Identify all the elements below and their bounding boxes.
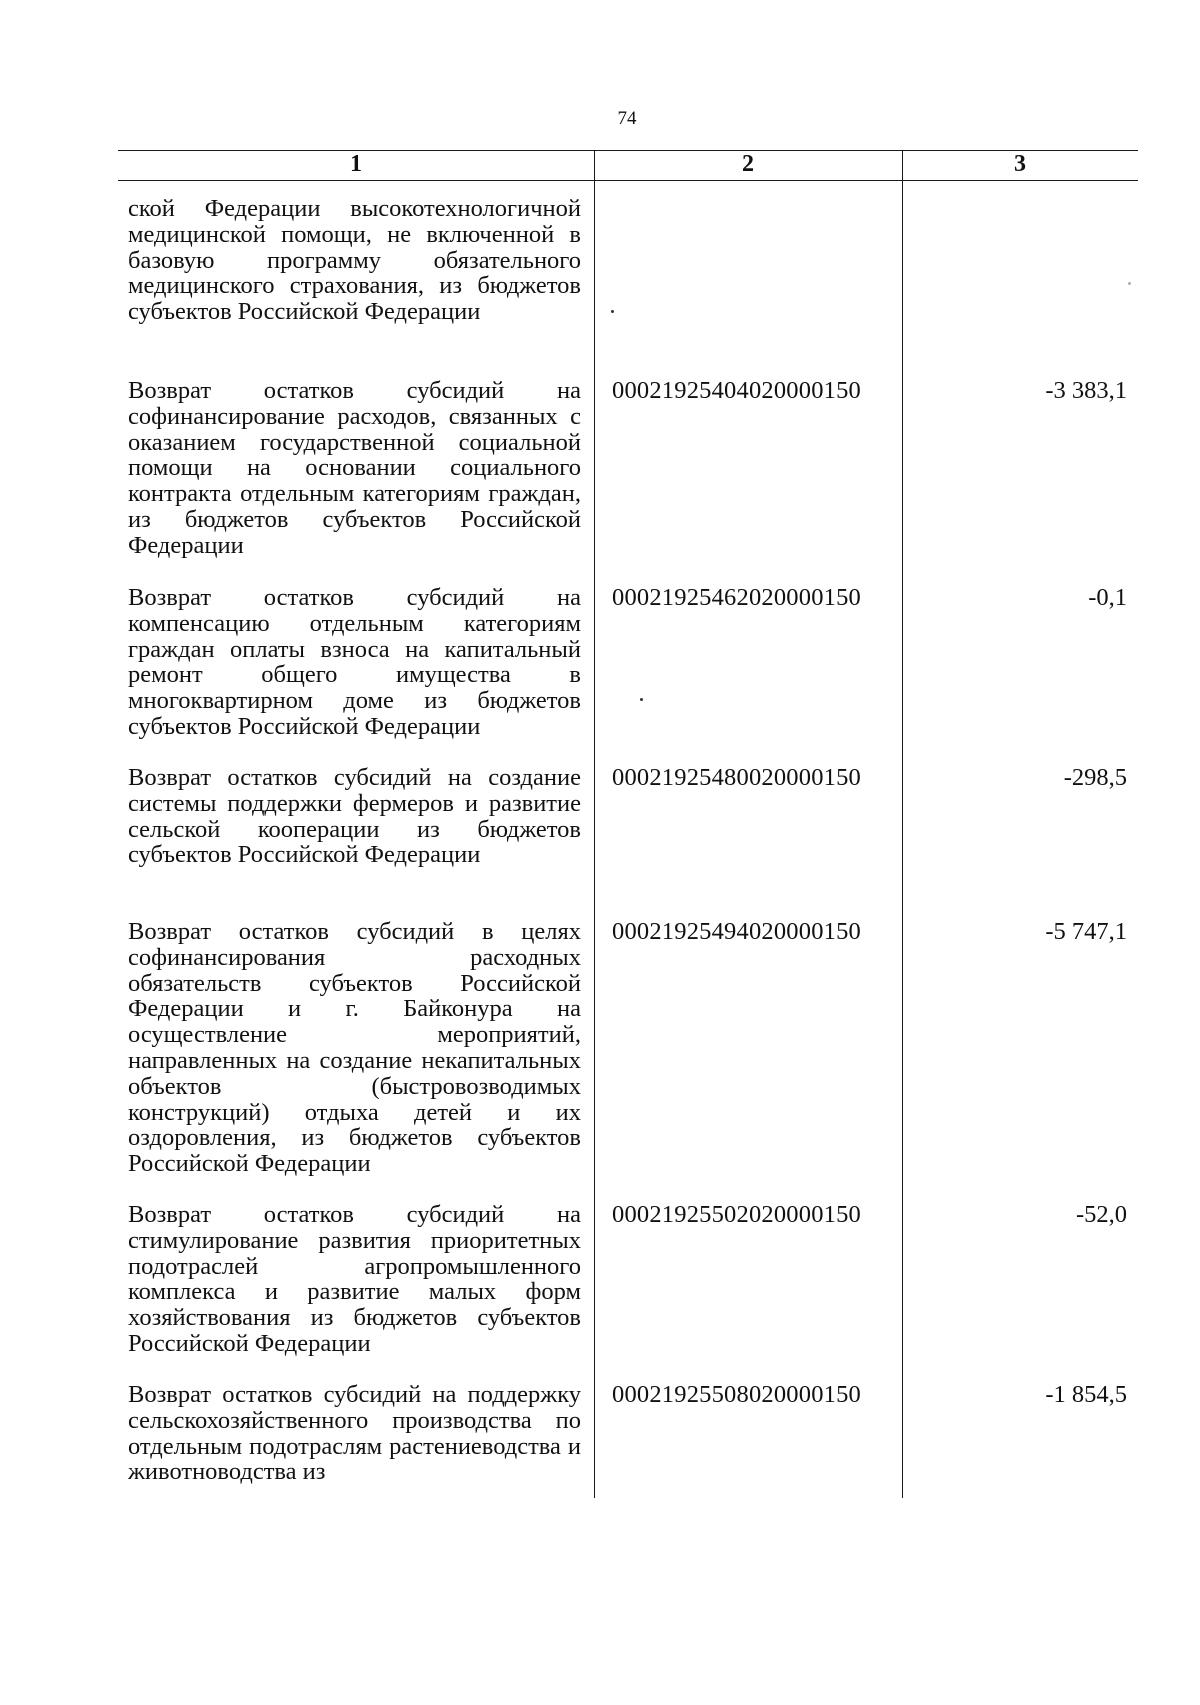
row-amount: -3 383,1 [1045,377,1127,404]
row-amount: -0,1 [1088,584,1127,611]
scan-speck [611,310,614,313]
page-number: 74 [617,108,637,129]
row-amount: -52,0 [1075,1201,1127,1228]
row-description: Возврат остатков субсидий на создание системы поддержки фермеров и развитие сельской кооперации из бюджетов субъектов Российской Федерации [128,764,581,869]
row-description: Возврат остатков субсидий на софинансирование расходов, связанных с оказанием государственной социальной помощи на основании социального контракта отдельным категориям граждан, из бюджетов субъектов Российской Федерации [128,377,581,559]
row-code: 00021925404020000150 [612,377,861,404]
row-code: 00021925480020000150 [612,764,861,791]
row-code: 00021925502020000150 [612,1201,861,1228]
column-header-1: 1 [350,151,362,177]
row-description: Возврат остатков субсидий на стимулирование развития приоритетных подотраслей агропромышленного комплекса и развитие малых форм хозяйствования из бюджетов субъектов Российской Федерации [128,1201,581,1357]
scan-speck [1128,282,1131,285]
row-description: Возврат остатков субсидий на компенсацию отдельным категориям граждан оплаты взноса на капитальный ремонт общего имущества в многоквартирном доме из бюджетов субъектов Российской Федерации [128,584,581,740]
column-divider-1 [594,150,595,1498]
row-description: Возврат остатков субсидий в целях софинансирования расходных обязательств субъектов Российской Федерации и г. Байконура на осуществление мероприятий, направленных на создание некапитальных объектов (быстровозводимых конструкций) отдыха детей и их оздоровления, из бюджетов субъектов Российской Федерации [128,918,581,1178]
row-amount: -5 747,1 [1045,918,1127,945]
scan-speck [640,698,643,701]
column-header-3: 3 [1014,151,1026,177]
column-divider-2 [902,150,903,1498]
row-amount: -298,5 [1063,764,1127,791]
row-code: 00021925494020000150 [612,918,861,945]
row-amount: -1 854,5 [1045,1381,1127,1408]
column-header-2: 2 [742,151,754,177]
row-description: ской Федерации высокотехнологичной медицинской помощи, не включенной в базовую программу обязательного медицинского страхования, из бюджетов субъектов Российской Федерации [128,195,581,326]
row-code: 00021925508020000150 [612,1381,861,1408]
row-code: 00021925462020000150 [612,584,861,611]
header-bottom-border [118,180,1138,181]
row-description: Возврат остатков субсидий на поддержку сельскохозяйственного производства по отдельным подотраслям растениеводства и животноводства из [128,1381,581,1486]
